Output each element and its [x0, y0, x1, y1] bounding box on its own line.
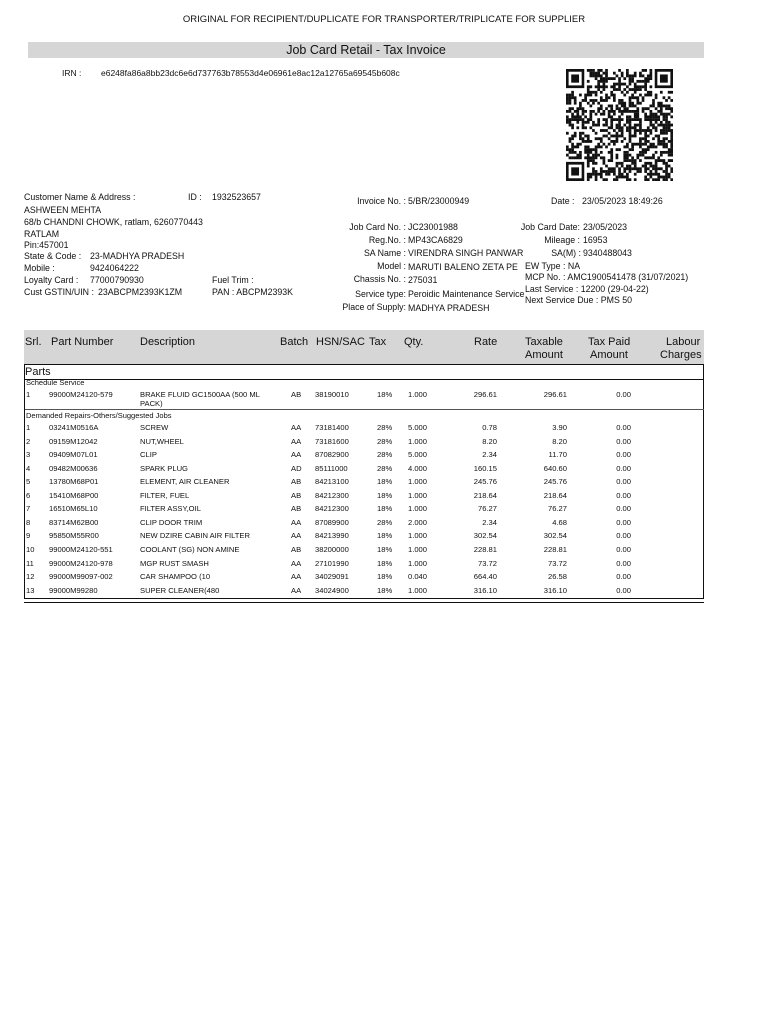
- job-card-date-label: Job Card Date:: [520, 222, 580, 232]
- table-row: [25, 490, 703, 504]
- table-row: [25, 463, 703, 477]
- cell-taxpaid: 0.00: [616, 504, 631, 514]
- customer-id-label: ID :: [188, 192, 202, 202]
- customer-name: ASHWEEN MEHTA: [24, 205, 102, 215]
- cell-srl: 1: [26, 390, 31, 399]
- loyalty-value: 77000790930: [90, 275, 144, 285]
- pan-value: PAN : ABCPM2393K: [212, 287, 294, 297]
- col-rate: Rate: [474, 336, 498, 348]
- cell-taxpaid: 0.00: [616, 390, 631, 399]
- col-taxable-amount: Amount: [525, 349, 563, 361]
- cell-srl: 5: [26, 477, 31, 487]
- cell-tax: 18%: [377, 558, 393, 568]
- cell-qty: 1.000: [408, 436, 428, 446]
- cell-taxable: 8.20: [552, 436, 567, 446]
- cell-desc: SPARK PLUG: [140, 463, 188, 473]
- cell-qty: 5.000: [408, 450, 428, 460]
- customer-address-1: 68/b CHANDNI CHOWK, ratlam, 6260770443: [24, 217, 203, 227]
- col-part-number: Part Number: [51, 336, 114, 348]
- model-label: Model :: [377, 261, 406, 271]
- cell-taxpaid: 0.00: [616, 517, 631, 527]
- cell-taxable: 228.81: [543, 544, 567, 554]
- cell-tax: 18%: [377, 477, 393, 487]
- cell-hsn: 84213100: [315, 477, 349, 487]
- cell-hsn: 38200000: [315, 544, 349, 554]
- col-tax-paid: Tax Paid: [588, 336, 631, 348]
- cell-hsn: 84212300: [315, 490, 349, 500]
- mcp-no: MCP No. : AMC1900541478 (31/07/2021): [525, 272, 689, 282]
- cell-qty: 1.000: [408, 504, 428, 514]
- cell-taxpaid: 0.00: [616, 544, 631, 554]
- cell-taxable: 26.58: [547, 572, 567, 582]
- cell-srl: 2: [26, 436, 31, 446]
- cell-srl: 9: [26, 531, 31, 541]
- cell-hsn: 38190010: [315, 390, 349, 399]
- mileage: 16953: [583, 235, 608, 245]
- cell-qty: 5.000: [408, 423, 428, 432]
- cell-tax: 18%: [377, 504, 393, 514]
- cell-batch: AD: [291, 463, 302, 473]
- job-card-date: 23/05/2023: [583, 222, 628, 232]
- cell-taxpaid: 0.00: [616, 490, 631, 500]
- cell-rate: 245.76: [473, 477, 497, 487]
- irn-value: e6248fa86a8bb23dc6e6d737763b78553d4e06961e8ac12a12765a69545b608c: [101, 68, 400, 78]
- cell-hsn: 87082900: [315, 450, 349, 460]
- cell-part: 13780M68P01: [49, 477, 99, 487]
- cell-taxable: 76.27: [547, 504, 567, 514]
- cell-tax: 28%: [377, 463, 393, 473]
- table-row: [25, 530, 703, 544]
- state-value: 23-MADHYA PRADESH: [90, 251, 185, 261]
- cell-taxable: 11.70: [548, 450, 567, 460]
- cell-taxpaid: 0.00: [616, 450, 631, 460]
- cell-hsn: 34029091: [315, 572, 349, 582]
- customer-id-value: 1932523657: [212, 192, 261, 202]
- cell-qty: 1.000: [408, 531, 428, 541]
- cell-qty: 1.000: [408, 477, 428, 487]
- reg-no: MP43CA6829: [408, 235, 463, 245]
- cell-srl: 10: [26, 544, 35, 554]
- gstin-label: Cust GSTIN/UIN :: [24, 287, 94, 297]
- table-row: [25, 503, 703, 517]
- cell-srl: 4: [26, 463, 31, 473]
- cell-batch: AB: [291, 544, 302, 554]
- irn-label: IRN :: [62, 68, 82, 78]
- cell-desc: SCREW: [140, 423, 169, 432]
- customer-name-label: Customer Name & Address :: [24, 192, 136, 202]
- cell-part: 09482M00636: [49, 463, 98, 473]
- parts-label: Parts: [25, 366, 703, 380]
- copy-note: ORIGINAL FOR RECIPIENT/DUPLICATE FOR TRANSPORTER/TRIPLICATE FOR SUPPLIER: [182, 14, 586, 25]
- cell-batch: AA: [291, 531, 302, 541]
- cell-taxable: 73.72: [547, 558, 567, 568]
- cell-batch: AA: [291, 517, 302, 527]
- cell-desc: CAR SHAMPOO (10: [140, 572, 211, 582]
- parts-table: [24, 364, 704, 599]
- cell-batch: AA: [291, 572, 302, 582]
- cell-srl: 7: [26, 504, 31, 514]
- place-of-supply-label: Place of Supply:: [342, 302, 406, 312]
- cell-rate: 228.81: [473, 544, 497, 554]
- cell-taxable: 302.54: [543, 531, 567, 541]
- table-row: [25, 544, 703, 558]
- cell-desc: NEW DZIRE CABIN AIR FILTER: [140, 531, 250, 541]
- cell-desc: COOLANT (SG) NON AMINE: [140, 544, 240, 554]
- cell-taxable: 3.90: [552, 423, 567, 432]
- cell-batch: AA: [291, 558, 302, 568]
- cell-qty: 1.000: [408, 490, 428, 500]
- cell-srl: 13: [26, 585, 35, 595]
- cell-srl: 1: [26, 423, 31, 432]
- cell-batch: AA: [291, 450, 302, 460]
- table-row: [25, 517, 703, 531]
- table-row: [25, 389, 703, 408]
- cell-part: 15410M68P00: [49, 490, 99, 500]
- cell-rate: 218.64: [473, 490, 497, 500]
- table-header: [24, 330, 704, 364]
- table-row: [25, 436, 703, 450]
- cell-taxpaid: 0.00: [616, 558, 631, 568]
- sam-value: 9340488043: [583, 248, 632, 258]
- chassis-label: Chassis No. :: [353, 274, 406, 284]
- cell-taxpaid: 0.00: [616, 531, 631, 541]
- cell-taxpaid: 0.00: [616, 585, 631, 595]
- section-demanded-repairs: Demanded Repairs-Others/Suggested Jobs: [25, 409, 704, 420]
- cell-part: 99000M99280: [49, 585, 98, 595]
- chassis-no: 275031: [408, 275, 438, 285]
- cell-taxable: 316.10: [543, 585, 567, 595]
- table-row: [25, 585, 703, 599]
- invoice-date: 23/05/2023 18:49:26: [582, 196, 663, 206]
- cell-batch: AA: [291, 585, 302, 595]
- table-row: [25, 422, 703, 436]
- table-row: [25, 571, 703, 585]
- sa-name: VIRENDRA SINGH PANWAR: [408, 248, 524, 258]
- cell-desc: NUT,WHEEL: [140, 436, 184, 446]
- customer-pin: Pin:457001: [24, 240, 69, 250]
- loyalty-label: Loyalty Card :: [24, 275, 79, 285]
- col-description: Description: [140, 336, 196, 348]
- sa-name-label: SA Name :: [363, 248, 406, 258]
- cell-tax: 18%: [377, 544, 393, 554]
- cell-taxpaid: 0.00: [616, 436, 631, 446]
- mobile-value: 9424064222: [90, 263, 139, 273]
- service-type: Peroidic Maintenance Service: [408, 289, 525, 299]
- cell-qty: 1.000: [408, 558, 428, 568]
- cell-desc-continued: PACK): [140, 399, 163, 408]
- cell-rate: 73.72: [477, 558, 497, 568]
- cell-part: 09159M12042: [49, 436, 98, 446]
- invoice-no: 5/BR/23000949: [408, 196, 470, 206]
- cell-rate: 0.78: [482, 423, 497, 432]
- job-card-no: JC23001988: [408, 222, 458, 232]
- cell-srl: 8: [26, 517, 31, 527]
- col-taxable: Taxable: [525, 336, 563, 348]
- cell-rate: 2.34: [482, 450, 497, 460]
- ew-type: EW Type : NA: [525, 261, 581, 271]
- cell-batch: AA: [291, 423, 302, 432]
- cell-srl: 11: [26, 558, 34, 568]
- cell-rate: 664.40: [473, 572, 497, 582]
- cell-part: 99000M99097-002: [49, 572, 113, 582]
- cell-desc: CLIP: [140, 450, 157, 460]
- invoice-no-label: Invoice No. :: [357, 196, 406, 206]
- cell-rate: 316.10: [473, 585, 497, 595]
- cell-tax: 18%: [377, 490, 393, 500]
- cell-qty: 1.000: [408, 585, 428, 595]
- fuel-trim: Fuel Trim :: [212, 275, 254, 285]
- cell-batch: AB: [291, 477, 302, 487]
- cell-tax: 28%: [377, 436, 393, 446]
- col-tax-paid-amount: Amount: [590, 349, 628, 361]
- cell-hsn: 84212300: [315, 504, 349, 514]
- cell-taxable: 4.68: [552, 517, 567, 527]
- cell-tax: 28%: [377, 517, 393, 527]
- col-labour: Labour: [666, 336, 701, 348]
- cell-part: 16510M65L10: [49, 504, 98, 514]
- cell-qty: 4.000: [408, 463, 428, 473]
- cell-hsn: 73181400: [315, 423, 349, 432]
- cell-part: 99000M24120-551: [49, 544, 113, 554]
- cell-taxpaid: 0.00: [616, 572, 631, 582]
- service-type-label: Service type:: [355, 289, 406, 299]
- cell-rate: 160.15: [473, 463, 497, 473]
- cell-desc: MGP RUST SMASH: [140, 558, 209, 568]
- cell-taxpaid: 0.00: [616, 423, 631, 432]
- cell-batch: AB: [291, 490, 302, 500]
- date-label: Date :: [551, 196, 575, 206]
- cell-hsn: 27101990: [315, 558, 349, 568]
- cell-tax: 18%: [377, 572, 393, 582]
- reg-no-label: Reg.No. :: [368, 235, 406, 245]
- state-label: State & Code :: [24, 251, 82, 261]
- cell-desc: FILTER, FUEL: [140, 490, 190, 500]
- cell-srl: 12: [26, 572, 35, 582]
- cell-hsn: 87089900: [315, 517, 349, 527]
- cell-tax: 28%: [377, 423, 393, 432]
- cell-taxpaid: 0.00: [616, 463, 631, 473]
- cell-desc: SUPER CLEANER(480: [140, 585, 220, 595]
- col-qty: Qty.: [404, 336, 424, 348]
- cell-rate: 296.61: [473, 390, 497, 399]
- cell-part: 83714M62B00: [49, 517, 99, 527]
- cell-rate: 76.27: [477, 504, 497, 514]
- cell-tax: 18%: [377, 531, 393, 541]
- cell-rate: 8.20: [482, 436, 497, 446]
- cell-hsn: 85111000: [315, 463, 348, 473]
- last-service: Last Service : 12200 (29-04-22): [525, 284, 649, 294]
- place-of-supply: MADHYA PRADESH: [408, 303, 490, 313]
- section-schedule-service: Schedule Service: [26, 378, 85, 387]
- sam-label: SA(M) :: [551, 248, 581, 258]
- cell-hsn: 73181600: [315, 436, 349, 446]
- cell-taxable: 640.60: [543, 463, 567, 473]
- cell-part: 03241M0516A: [49, 423, 99, 432]
- cell-hsn: 84213990: [315, 531, 349, 541]
- col-srl: Srl.: [25, 336, 42, 348]
- cell-batch: AB: [291, 504, 302, 514]
- cell-desc: ELEMENT, AIR CLEANER: [140, 477, 230, 487]
- table-row: [25, 558, 703, 572]
- cell-taxable: 218.64: [543, 490, 567, 500]
- job-card-no-label: Job Card No. :: [349, 222, 406, 232]
- col-hsn: HSN/SAC: [316, 336, 365, 348]
- customer-address-2: RATLAM: [24, 229, 60, 239]
- mileage-label: Mileage :: [544, 235, 580, 245]
- cell-desc: BRAKE FLUID GC1500AA (500 ML: [140, 390, 260, 399]
- col-labour-charges: Charges: [660, 349, 702, 361]
- cell-qty: 1.000: [408, 544, 428, 554]
- cell-batch: AA: [291, 436, 302, 446]
- qr-code-icon: [566, 69, 673, 181]
- next-service: Next Service Due : PMS 50: [525, 295, 633, 305]
- cell-srl: 6: [26, 490, 31, 500]
- cell-part: 99000M24120-978: [49, 558, 113, 568]
- cell-part: 95850M55R00: [49, 531, 99, 541]
- table-row: [25, 476, 703, 490]
- invoice-title: Job Card Retail - Tax Invoice: [28, 42, 704, 58]
- cell-hsn: 34024900: [315, 585, 349, 595]
- col-tax: Tax: [369, 336, 387, 348]
- mobile-label: Mobile :: [24, 263, 55, 273]
- cell-desc: CLIP DOOR TRIM: [140, 517, 203, 527]
- cell-tax: 18%: [377, 390, 393, 399]
- cell-tax: 18%: [377, 585, 393, 595]
- cell-taxable: 245.76: [543, 477, 567, 487]
- cell-qty: 0.040: [408, 572, 428, 582]
- cell-taxable: 296.61: [543, 390, 567, 399]
- model: MARUTI BALENO ZETA PE: [408, 262, 518, 272]
- cell-desc: FILTER ASSY,OIL: [140, 504, 201, 514]
- cell-taxpaid: 0.00: [616, 477, 631, 487]
- cell-qty: 1.000: [408, 390, 428, 399]
- col-batch: Batch: [280, 336, 309, 348]
- table-row: [25, 449, 703, 463]
- gstin-value: 23ABCPM2393K1ZM: [98, 287, 183, 297]
- cell-qty: 2.000: [408, 517, 428, 527]
- cell-rate: 302.54: [473, 531, 497, 541]
- table-bottom-rule: [24, 602, 704, 603]
- cell-batch: AB: [291, 390, 302, 399]
- cell-srl: 3: [26, 450, 31, 460]
- cell-part: 09409M07L01: [49, 450, 98, 460]
- cell-part: 99000M24120-579: [49, 390, 113, 399]
- cell-rate: 2.34: [482, 517, 497, 527]
- cell-tax: 28%: [377, 450, 393, 460]
